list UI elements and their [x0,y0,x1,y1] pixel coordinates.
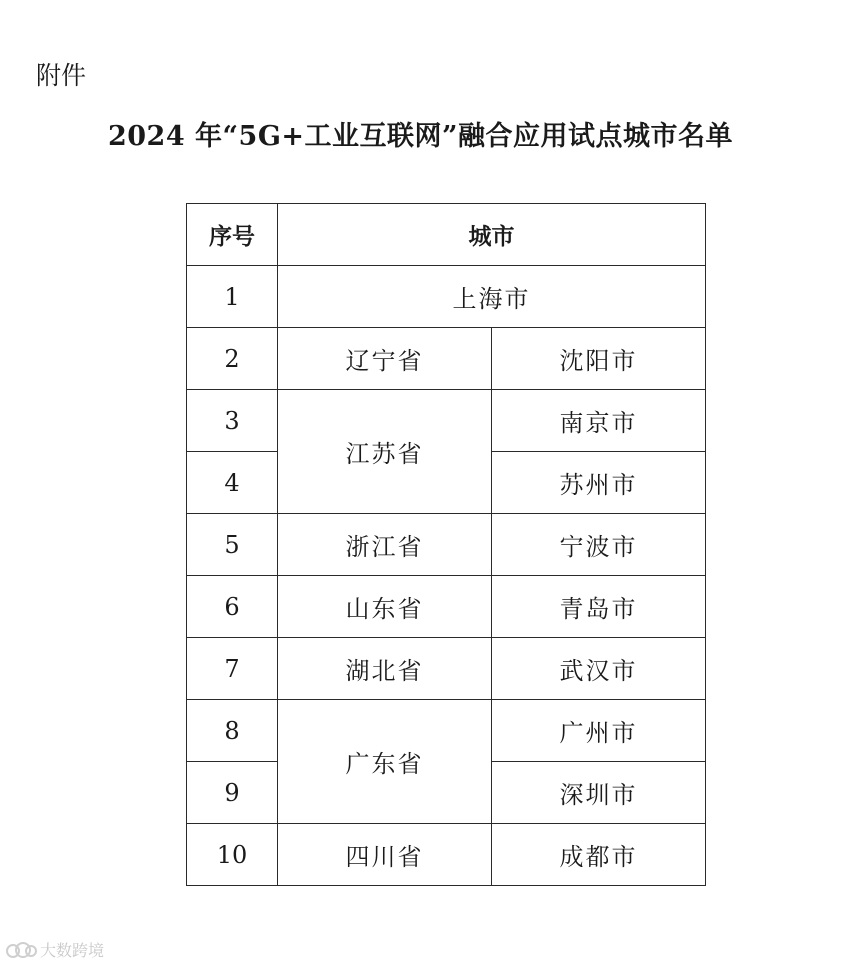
table-row [187,576,706,638]
row-number: 4 [187,452,278,514]
watermark [6,938,104,961]
row-number: 3 [187,390,278,452]
city-cell: 深圳市 [492,762,706,824]
pilot-city-table [186,203,706,886]
row-number: 6 [187,576,278,638]
header-city: 城市 [278,204,706,266]
province-cell: 浙江省 [278,514,492,576]
city-cell: 成都市 [492,824,706,886]
province-cell: 四川省 [278,824,492,886]
page-title: 2024 年“5G+工业互联网”融合应用试点城市名单 [107,121,734,152]
province-cell: 山东省 [278,576,492,638]
table-row [187,700,706,762]
city-cell: 宁波市 [492,514,706,576]
table-row [187,390,706,452]
header-number: 序号 [187,204,278,266]
city-cell: 广州市 [492,700,706,762]
city-cell: 上海市 [278,266,706,328]
province-cell: 湖北省 [278,638,492,700]
city-cell: 青岛市 [492,576,706,638]
watermark-text: 大数跨境 [40,941,105,960]
row-number: 2 [187,328,278,390]
row-number: 8 [187,700,278,762]
table-row [187,514,706,576]
province-cell: 江苏省 [278,390,492,514]
watermark-logo-icon [6,941,36,959]
row-number: 1 [187,266,278,328]
row-number: 5 [187,514,278,576]
table-row [187,328,706,390]
city-cell: 沈阳市 [492,328,706,390]
city-cell: 武汉市 [492,638,706,700]
province-cell: 辽宁省 [278,328,492,390]
city-cell: 苏州市 [492,452,706,514]
table-header-row [187,204,706,266]
row-number: 10 [187,824,278,886]
table-row [187,266,706,328]
table-row [187,638,706,700]
table-row [187,824,706,886]
row-number: 9 [187,762,278,824]
city-cell: 南京市 [492,390,706,452]
row-number: 7 [187,638,278,700]
attachment-label: 附件 [36,61,87,90]
province-cell: 广东省 [278,700,492,824]
